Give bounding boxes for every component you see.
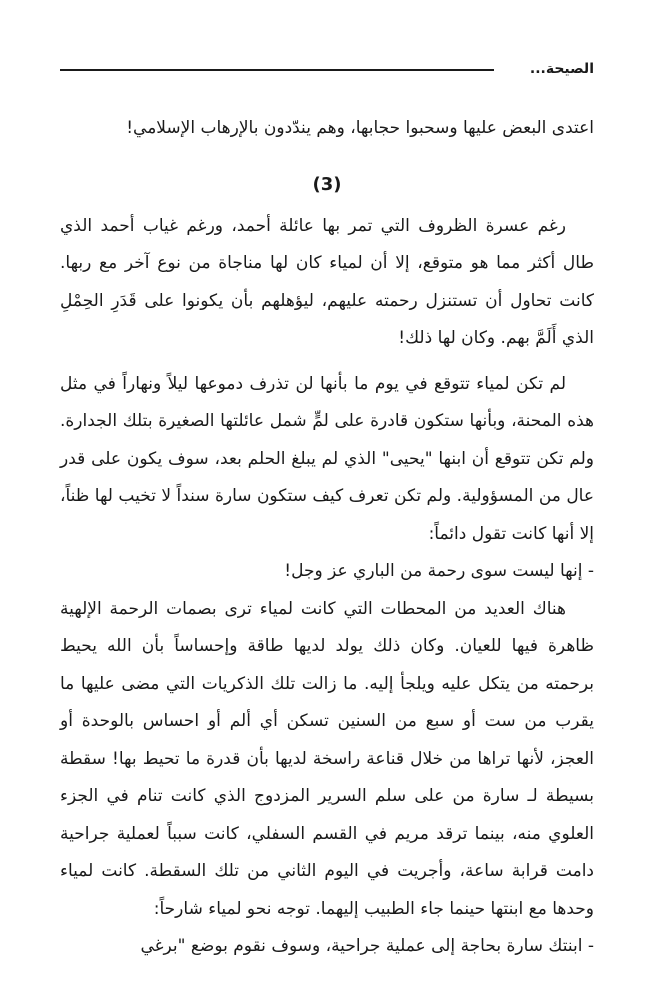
paragraph-1: اعتدى البعض عليها وسحبوا حجابها، وهم يندّدون بالإرهاب الإسلامي! bbox=[126, 118, 594, 138]
dialogue-line-2: - ابنتك سارة بحاجة إلى عملية جراحية، وسوف نقوم بوضع "برغي bbox=[140, 936, 594, 956]
book-page bbox=[60, 0, 594, 1000]
header-rule bbox=[60, 69, 494, 71]
paragraph-3: لم تكن لمياء تتوقع في يوم ما بأنها لن تذرف دموعها ليلاً ونهاراً في مثل هذه المحنة، وبأنها ستكون قادرة على لمٍّ شمل عائلتها الصغيرة بتلك الجدارة. ولم تكن تتوقع أن ابنها "يحيى" الذي لم يبلغ الحلم بعد، سوف يكون على قدر عال من المسؤولية. ولم تكن تعرف كيف ستكون سارة سنداً لا تخيب لها ظناً، إلا أنها كانت تقول دائماً: bbox=[60, 373, 594, 544]
paragraph-4: هناك العديد من المحطات التي كانت لمياء ترى بصمات الرحمة الإلهية ظاهرة فيها للعيان. وكان ذلك يولد لديها طاقة وإحساساً بأن الله يحيط برحمته من يتكل عليه ويلجأ إليه. ما زالت تلك الذكريات التي مضى عليها ما يقرب من ست أو سبع من السنين تسكن أي ألم أو احساس بالوحدة أو العجز، لأنها تراها من خلال قناعة راسخة لديها بأن قدرة ما تحيط بها! سقطة بسيطة لـ سارة من على سلم السرير المزدوج الذي كانت تنام في الجزء العلوي منه، بينما ترقد مريم في القسم السفلي، كانت سبباً لعملية جراحية دامت قرابة ساعة، وأجريت في اليوم الثاني من تلك السقطة. كانت لمياء وحدها مع ابنتها حينما جاء الطبيب إليهما. توجه نحو لمياء شارحاً: bbox=[60, 598, 594, 919]
dialogue-line-1: - إنها ليست سوى رحمة من الباري عز وجل! bbox=[284, 561, 594, 581]
section-number: (3) bbox=[312, 173, 342, 195]
paragraph-2: رغم عسرة الظروف التي تمر بها عائلة أحمد، ورغم غياب أحمد الذي طال أكثر مما هو متوقع، إلا أن لمياء كان لها مناجاة من نوع آخر مع ربها. كانت تحاول أن تستنزل رحمته عليهم، ليؤهلهم بأن يكونوا على قَدَرِ الحِمْلِ الذي أَلَمَّ بهم. وكان لها ذلك! bbox=[60, 215, 594, 348]
running-header bbox=[60, 58, 594, 82]
body-text bbox=[60, 110, 594, 966]
header-title: الصيحة... bbox=[529, 61, 594, 77]
